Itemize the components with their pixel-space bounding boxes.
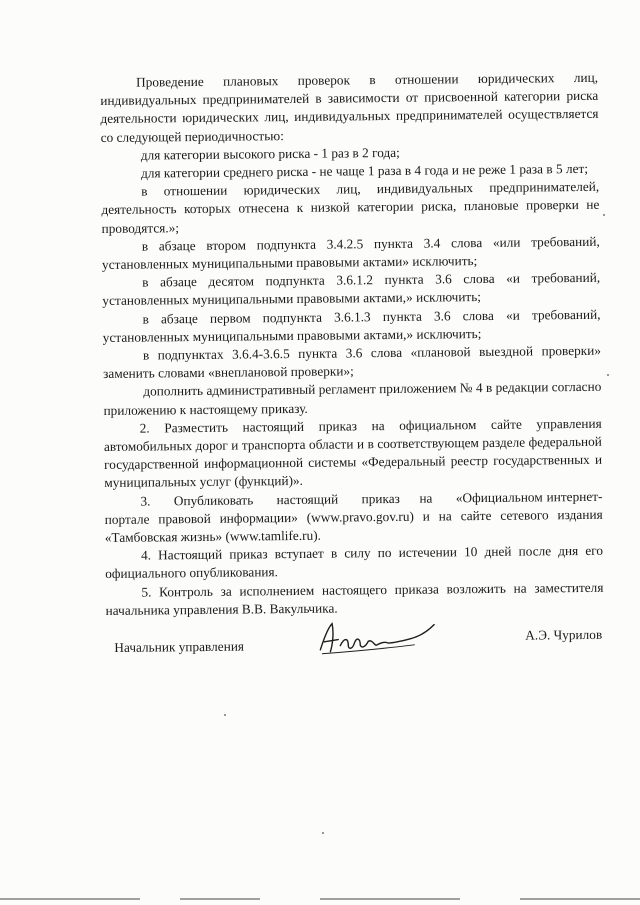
paragraph-periodicity: Проведение плановых проверок в отношении юридических лиц, индивидуальных предпринимателей в зависимости от присвоенной категории риска деятельности юридических лиц, индивидуальных предпринимателей осуществляется со следующей периодичностью: [100,69,599,145]
handwritten-signature [310,615,440,662]
scan-speck [322,832,324,834]
paragraph-high-risk: для категории высокого риска - 1 раз в 2 года; [140,144,400,163]
paragraph-item-5: 5. Контроль за исполнением настоящего приказа возложить на заместителя начальника управления В.В. Вакульчика. [105,579,604,618]
paragraph-3-4-2-5: в абзаце втором подпункта 3.4.2.5 пункта 3.4 слова «или требований, установленных муниципальными правовыми актами» исключить; [101,233,600,273]
paragraph-item-4: 4. Настоящий приказ вступает в силу по истечении 10 дней после дня его официального опубликования. [105,543,604,582]
signature-block [110,613,603,678]
paragraph-medium-risk: для категории среднего риска - не чаще 1 раза в 4 года и не реже 1 раза в 5 лет; [140,160,589,181]
paragraph-item-3: 3. Опубликовать настоящий приказ на «Официальном интернет-портале правовой информации» (www.pravo.gov.ru) и на сайте сетевого издания «Тамбовская жизнь» (www.tamlife.ru). [104,488,603,546]
paragraph-low-risk: в отношении юридических лиц, индивидуальных предпринимателей, деятельность которых отнесена к низкой категории риска, плановые проверки не проводятся.»; [101,178,600,236]
scan-speck [607,374,609,376]
scan-bottom-edge [0,898,640,900]
scan-speck [603,214,605,216]
signatory-name: А.Э. Чурилов [525,626,603,643]
document-body [100,69,604,620]
paragraph-item-2: 2. Разместить настоящий приказ на официальном сайте управления автомобильных дорог и транспорта области и в соответствующем разделе федеральной государственной информационной системы «Федеральный реестр государственных и муниципальных услуг (функций)». [103,415,603,491]
paragraph-3-6-1-3: в абзаце первом подпункта 3.6.1.3 пункта 3.6 слова «и требований, установленных муниципальными правовыми актами,» исключить; [102,306,601,345]
paragraph-appendix: дополнить административный регламент приложением № 4 в редакции согласно приложению к настоящему приказу. [103,379,602,418]
paragraph-3-6-1-2: в абзаце десятом подпункта 3.6.1.2 пункта 3.6 слова «и требований, установленных муниципальными правовыми актами,» исключить; [102,270,601,309]
paragraph-3-6-4: в подпунктах 3.6.4-3.6.5 пункта 3.6 слова «плановой выездной проверки» заменить словами «внеплановой проверки»; [103,342,601,382]
scan-speck [224,714,226,716]
signatory-title: Начальник управления [114,638,245,655]
